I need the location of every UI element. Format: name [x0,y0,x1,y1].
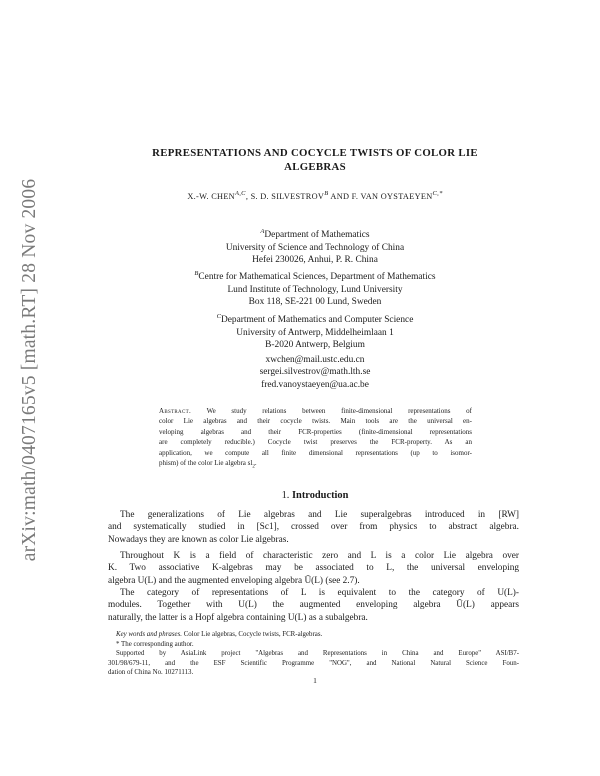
section-title: Introduction [292,490,349,501]
paragraph-3-line-1: The category of representations of L is equivalent to the category of U(L)- [120,588,519,598]
support-line-2: 301/98/679-11, and the ESF Scientific Programme "NOG", and National Natural Science Foun- [108,659,519,667]
paragraph-1-line-2: and systematically studied in [Sc1], crossed over from physics to abstract algebra. [108,522,519,533]
email-3: fred.vanoystaeyen@ua.ac.be [261,379,369,390]
author-1: X.-W. CHEN [187,191,235,201]
abstract-line-1: We study relations between finite-dimensional representations of [191,407,472,415]
abstract-heading: Abstract. [159,407,192,415]
author-2-affil: B [324,190,329,197]
affiliation-a-marker: A [260,228,265,235]
affiliation-a-line-1: Department of Mathematics [264,230,370,241]
author-3: AND F. VAN OYSTAEYEN [328,191,433,201]
paragraph-2-line-2: K. Two associative K-algebras may be associated to L, the universal enveloping [108,563,519,574]
paragraph-3 [108,587,519,624]
affiliation-a [100,226,530,266]
paragraph-1 [108,509,519,546]
email-2: sergei.silvestrov@math.lth.se [259,367,371,378]
paragraph-2-line-3: algebra U(L) and the augmented enveloping algebra Ũ(L) (see 2.7). [108,575,360,586]
affiliation-b-line-2: Lund Institute of Technology, Lund University [227,284,403,295]
arxiv-stamp-text: arXiv:math/0407165v5 [math.RT] 28 Nov 2006 [19,178,40,562]
abstract [159,406,472,473]
affiliation-a-line-2: University of Science and Technology of China [225,242,405,253]
abstract-line-2: color Lie algebras and their cocycle twists. Main tools are the universal en- [159,417,472,426]
affiliation-c [100,311,530,351]
keywords-text: Color Lie algebras, Cocycle twists, FCR-algebras. [181,631,323,638]
paragraph-3-line-3: naturally, the latter is a Hopf algebra containing U(L) as a subalgebra. [108,612,368,623]
arxiv-stamp [10,150,50,590]
affiliation-c-marker: C [216,313,221,320]
title-line-1: REPRESENTATIONS AND COCYCLE TWISTS OF COLOR LIE [152,147,478,159]
support-line-1: Supported by AsiaLink project "Algebras and Representations in China and Europe" ASI/B7- [116,650,519,658]
paper-title [100,146,530,174]
affiliation-a-line-3: Hefei 230026, Anhui, P. R. China [252,254,378,265]
abstract-line-5: application, we compute all finite dimensional representations (up to isomor- [159,448,472,457]
affiliation-b-line-3: Box 118, SE-221 00 Lund, Sweden [248,296,382,307]
affiliation-b-marker: B [194,270,199,277]
title-line-2: ALGEBRAS [284,161,346,173]
abstract-line-6: phism) of the color Lie algebra sl [159,459,253,468]
paragraph-1-line-1: The generalizations of Lie algebras and Lie superalgebras introduced in [RW] [120,510,519,520]
affiliation-b-line-1: Centre for Mathematical Sciences, Department of Mathematics [198,272,436,283]
affiliation-c-line-2: University of Antwerp, Middelheimlaan 1 [236,327,394,338]
paragraph-1-line-3: Nowadays they are known as color Lie algebras. [108,534,289,545]
affiliation-b [100,268,530,308]
paragraph-3-line-2: modules. Together with U(L) the augmented enveloping algebra Ũ(L) appears [108,600,519,611]
author-3-affil: C,* [432,190,443,197]
affiliation-c-line-3: B-2020 Antwerp, Belgium [265,339,365,350]
abstract-line-4: are completely reducible.) Cocycle twist preserves the FCR-property. As an [159,438,472,447]
author-2: , S. D. SILVESTROV [245,191,325,201]
author-list [100,190,530,201]
section-heading [100,490,530,501]
abstract-line-3: veloping algebras and their FCR-properties (finite-dimensional representations [159,427,472,436]
affiliation-c-line-1: Department of Mathematics and Computer Science [220,315,414,326]
page-number: 1 [313,676,317,685]
corresponding-author-note: * The corresponding author. [116,640,194,648]
paragraph-2 [108,550,519,587]
footnotes [108,630,519,678]
author-1-affil: A,C [234,190,246,197]
abstract-line-6-end: . [254,459,257,468]
section-number: 1. [281,490,290,501]
keywords-label: Key words and phrases. [116,631,182,638]
paragraph-2-line-1: Throughout K is a field of characteristic zero and L is a color Lie algebra over [120,551,519,561]
email-list [100,354,530,391]
abstract-sl-subscript: 2 [252,464,255,470]
support-line-3: dation of China No. 10271113. [108,669,194,677]
email-1: xwchen@mail.ustc.edu.cn [265,355,365,365]
